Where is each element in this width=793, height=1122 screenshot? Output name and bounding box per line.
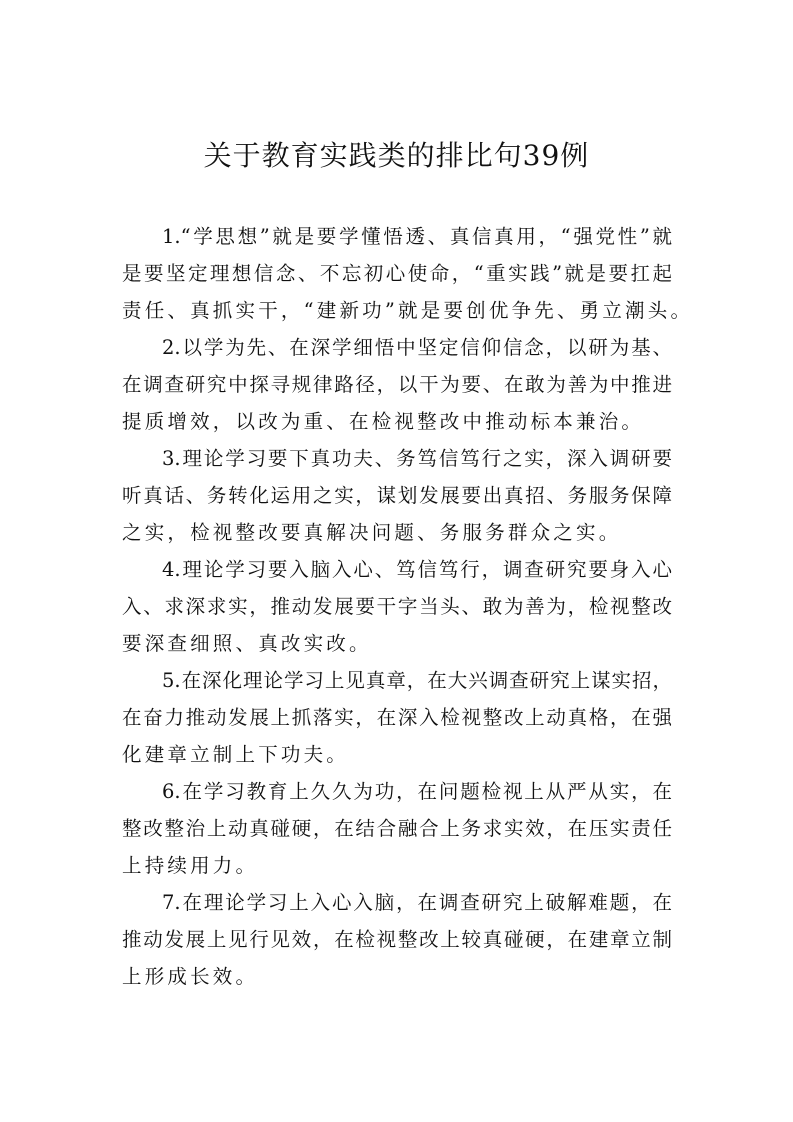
paragraph-line: 1.“学思想”就是要学懂悟透、真信真用，“强党性”就 bbox=[162, 225, 672, 248]
paragraph-4 bbox=[122, 551, 672, 662]
paragraph-line: 推动发展上见行见效，在检视整改上较真碰硬，在建章立制 bbox=[122, 928, 672, 951]
paragraph-line: 上持续用力。 bbox=[122, 854, 259, 877]
paragraph-3 bbox=[122, 440, 672, 551]
paragraph-line: 入、求深求实，推动发展要干字当头、敢为善为，检视整改 bbox=[122, 595, 672, 618]
paragraph-2 bbox=[122, 329, 672, 440]
paragraph-line: 责任、真抓实干，“建新功”就是要创优争先、勇立潮头。 bbox=[122, 299, 694, 322]
paragraph-line: 化建章立制上下功夫。 bbox=[122, 743, 350, 766]
paragraph-5 bbox=[122, 662, 672, 773]
paragraph-line: 提质增效，以改为重、在检视整改中推动标本兼治。 bbox=[122, 410, 645, 433]
paragraph-line: 4.理论学习要入脑入心、笃信笃行，调查研究要身入心 bbox=[162, 558, 672, 581]
paragraph-line: 2.以学为先、在深学细悟中坚定信仰信念，以研为基、 bbox=[162, 336, 672, 359]
paragraph-line: 在奋力推动发展上抓落实，在深入检视整改上动真格，在强 bbox=[122, 706, 672, 729]
paragraph-7 bbox=[122, 884, 672, 995]
paragraph-1 bbox=[122, 218, 694, 329]
paragraph-line: 是要坚定理想信念、不忘初心使命，“重实践”就是要扛起 bbox=[122, 262, 672, 285]
paragraph-line: 5.在深化理论学习上见真章，在大兴调查研究上谋实招， bbox=[162, 669, 672, 692]
paragraph-6 bbox=[122, 773, 672, 884]
document-title: 关于教育实践类的排比句39例 bbox=[203, 139, 590, 172]
document-body bbox=[122, 218, 694, 995]
paragraph-line: 听真话、务转化运用之实，谋划发展要出真招、务服务保障 bbox=[122, 484, 672, 507]
paragraph-line: 整改整治上动真碰硬，在结合融合上务求实效，在压实责任 bbox=[122, 817, 672, 840]
paragraph-line: 3.理论学习要下真功夫、务笃信笃行之实，深入调研要 bbox=[162, 447, 672, 470]
paragraph-line: 6.在学习教育上久久为功，在问题检视上从严从实，在 bbox=[162, 780, 672, 803]
paragraph-line: 之实，检视整改要真解决问题、务服务群众之实。 bbox=[122, 521, 622, 544]
paragraph-line: 上形成长效。 bbox=[122, 965, 259, 988]
paragraph-line: 在调查研究中探寻规律路径，以干为要、在敢为善为中推进 bbox=[122, 373, 672, 396]
paragraph-line: 7.在理论学习上入心入脑，在调查研究上破解难题，在 bbox=[162, 891, 672, 914]
paragraph-line: 要深查细照、真改实改。 bbox=[122, 632, 372, 655]
